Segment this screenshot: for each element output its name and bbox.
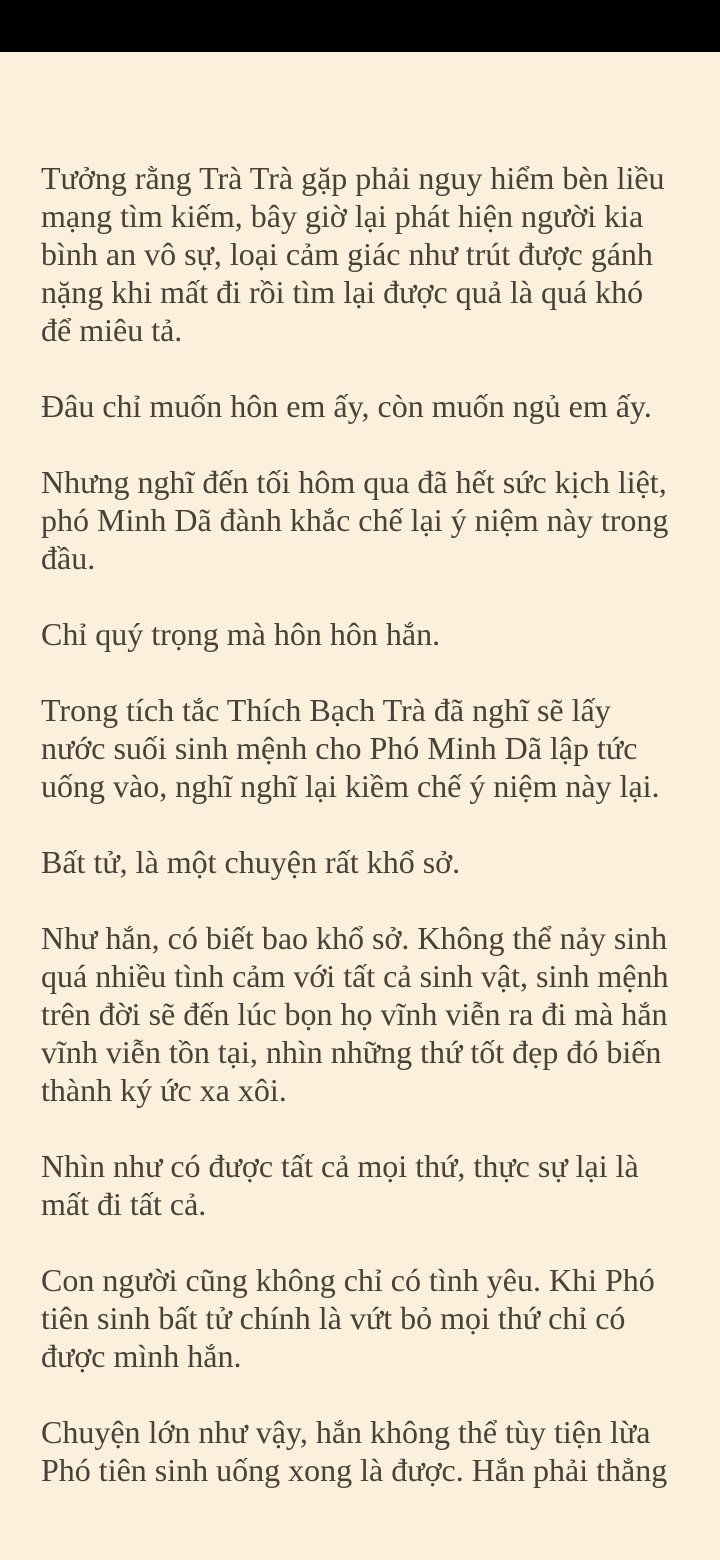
paragraph: Như hắn, có biết bao khổ sở. Không thể nảy sinh quá nhiều tình cảm với tất cả sinh vật, sinh mệnh trên đời sẽ đến lúc bọn họ vĩnh viễn ra đi mà hắn vĩnh viễn tồn tại, nhìn những thứ tốt đẹp đó biến thành ký ức xa xôi. xyxy=(41,920,669,1108)
paragraph: Con người cũng không chỉ có tình yêu. Khi Phó tiên sinh bất tử chính là vứt bỏ mọi thứ chỉ có được mình hắn. xyxy=(41,1262,655,1374)
paragraph: Chuyện lớn như vậy, hắn không thể tùy tiện lừa Phó tiên sinh uống xong là được. Hắn phải thẳng xyxy=(41,1414,668,1488)
paragraph: Nhưng nghĩ đến tối hôm qua đã hết sức kịch liệt, phó Minh Dã đành khắc chế lại ý niệm này trong đầu. xyxy=(41,464,669,576)
status-bar xyxy=(0,0,720,52)
paragraph: Trong tích tắc Thích Bạch Trà đã nghĩ sẽ lấy nước suối sinh mệnh cho Phó Minh Dã lập tức uống vào, nghĩ nghĩ lại kiềm chế ý niệm này lại. xyxy=(41,692,660,804)
paragraph: Nhìn như có được tất cả mọi thứ, thực sự lại là mất đi tất cả. xyxy=(41,1148,639,1222)
paragraph: Đâu chỉ muốn hôn em ấy, còn muốn ngủ em ấy. xyxy=(41,388,652,424)
reader-page[interactable] xyxy=(0,52,720,1560)
paragraph: Tưởng rằng Trà Trà gặp phải nguy hiểm bèn liều mạng tìm kiếm, bây giờ lại phát hiện người kia bình an vô sự, loại cảm giác như trút được gánh nặng khi mất đi rồi tìm lại được quả là quá khó để miêu tả. xyxy=(41,160,665,348)
paragraph: Chỉ quý trọng mà hôn hôn hắn. xyxy=(41,616,441,652)
paragraph: Bất tử, là một chuyện rất khổ sở. xyxy=(41,844,461,880)
